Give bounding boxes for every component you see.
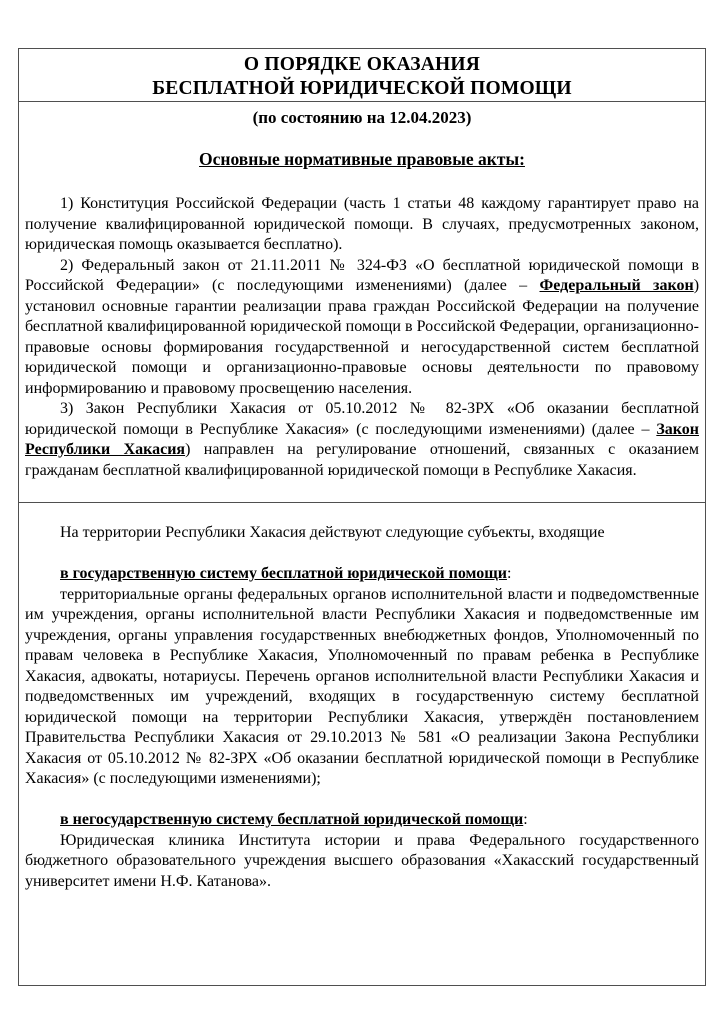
paragraph-federal-law-text-before: 2) Федеральный закон от 21.11.2011 № 324-ФЗ «О бесплатной юридической помощи в Российской Федерации» (с последующими изменениями) (далее – bbox=[25, 256, 699, 294]
document-title-line1: О ПОРЯДКЕ ОКАЗАНИЯ bbox=[243, 54, 481, 75]
paragraph-constitution bbox=[25, 194, 699, 256]
state-system-heading: в государственную систему бесплатной юридической помощи bbox=[60, 565, 507, 582]
non-state-system-heading-colon: : bbox=[523, 811, 528, 828]
paragraph-khakassia-law bbox=[25, 399, 699, 481]
paragraph-khakassia-law-text-after: ) направлен на регулирование отношений, связанных с оказанием гражданам бесплатной квалифицированной юридической помощи в Республике Хакасия. bbox=[25, 441, 699, 479]
state-system-heading-line bbox=[25, 564, 699, 585]
document-title-block bbox=[19, 49, 705, 102]
section-subjects bbox=[19, 503, 705, 986]
document-title-line2: БЕСПЛАТНОЙ ЮРИДИЧЕСКОЙ ПОМОЩИ bbox=[152, 78, 572, 99]
non-state-system-body: Юридическая клиника Института истории и права Федерального государственного бюджетного образовательного учреждения высшего образования «Хакасский государственный университет имени Н.Ф. Катанова». bbox=[25, 831, 699, 890]
subjects-intro: На территории Республики Хакасия действуют следующие субъекты, входящие bbox=[60, 524, 605, 541]
acts-heading: Основные нормативные правовые акты: bbox=[199, 149, 525, 169]
defined-term-khakassia-law: Закон Республики Хакасия bbox=[25, 420, 699, 458]
defined-term-federal-law: Федеральный закон bbox=[539, 277, 694, 294]
paragraph-constitution-text: 1) Конституция Российской Федерации (часть 1 статьи 48 каждому гарантирует право на получение квалифицированной юридической помощи. В случаях, предусмотренных законом, юридическая помощь оказывается бесплатно). bbox=[25, 195, 699, 253]
document-border-frame bbox=[18, 48, 706, 986]
paragraph-khakassia-law-text-before: 3) Закон Республики Хакасия от 05.10.2012 № 82-ЗРХ «Об оказании бесплатной юридической помощи в Республике Хакасия» (с последующими изменениями) (далее – bbox=[25, 400, 699, 438]
paragraph-federal-law-text-after: ) установил основные гарантии реализации права граждан Российской Федерации на получение бесплатной квалифицированной юридической помощи в Российской Федерации, организационно-правовые основы формирования государственной и негосударственной систем бесплатной юридической помощи и организационно-правовые основы деятельности по правовому информированию и правовому просвещению населения. bbox=[25, 277, 700, 397]
section-normative-acts bbox=[19, 102, 705, 503]
as-of-date-line: (по состоянию на 12.04.2023) bbox=[252, 108, 472, 127]
non-state-system-heading-line bbox=[25, 810, 699, 831]
state-system-body: территориальные органы федеральных органов исполнительной власти и подведомственные им учреждения, органы исполнительной власти Республики Хакасия и подведомственные им учреждения, органы управления государственных внебюджетных фондов, Уполномоченный по правам человека в Республике Хакасия, Уполномоченный по правам ребенка в Республике Хакасия, адвокаты, нотариусы. Перечень органов исполнительной власти Республики Хакасия и подведомственных им учреждений, входящих в государственную систему бесплатной юридической помощи на территории Республики Хакасия, утверждён постановлением Правительства Республики Хакасия от 29.10.2013 № 581 «О реализации Закона Республики Хакасия от 05.10.2012 № 82-ЗРХ «Об оказании бесплатной юридической помощи в Республике Хакасия» (с последующими изменениями); bbox=[25, 585, 699, 787]
state-system-heading-colon: : bbox=[506, 565, 512, 582]
acts-paragraphs bbox=[25, 194, 699, 481]
non-state-system-heading: в негосударственную систему бесплатной юридической помощи bbox=[60, 811, 524, 828]
paragraph-federal-law bbox=[25, 256, 699, 400]
